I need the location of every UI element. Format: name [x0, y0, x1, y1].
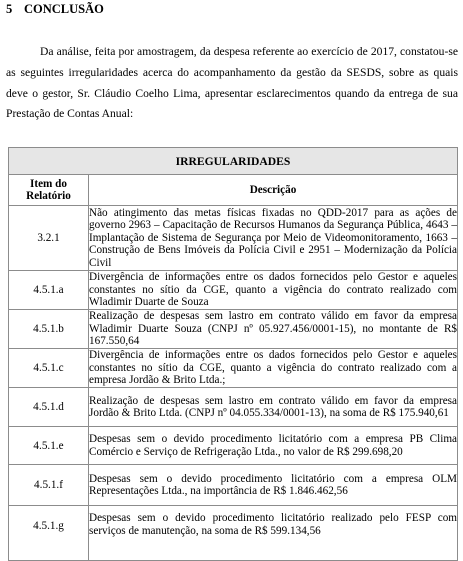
column-header-item: Item do Relatório: [9, 175, 89, 206]
item-number: 3.2.1: [9, 206, 89, 271]
item-number: 4.5.1.c: [9, 349, 89, 388]
table-row: [9, 349, 458, 388]
table-row: [9, 506, 458, 561]
item-description: Não atingimento das metas físicas fixadas no QDD-2017 para as ações de governo 2963 – Capacitação de Recursos Humanos da Segurança Pública, 4643 – Implantação de Sistema de Segurança por Meio de Videomonitoramento, 1663 – Construção de Bens Imóveis da Polícia Civil e 2951 – Modernização da Polícia Civil: [89, 206, 457, 269]
item-number: 4.5.1.f: [9, 465, 89, 506]
item-number: 4.5.1.a: [9, 271, 89, 310]
item-number: 4.5.1.d: [9, 388, 89, 427]
intro-paragraph: Da análise, feita por amostragem, da despesa referente ao exercício de 2017, constatou-se as seguintes irregularidades acerca do acompanhamento da gestão da SESDS, sobre as quais deve o gestor, Sr. Cláudio Coelho Lima, apresentar esclarecimentos quando da entrega de sua Prestação de Contas Anual:: [6, 45, 458, 121]
table-row: [9, 206, 458, 271]
section-title: CONCLUSÃO: [24, 2, 104, 16]
item-number: 4.5.1.e: [9, 427, 89, 465]
table-row: [9, 271, 458, 310]
section-number: 5: [6, 2, 13, 16]
table-title: IRREGULARIDADES: [9, 148, 458, 175]
item-description: Despesas sem o devido procedimento licitatório realizado pelo FESP com serviços de manutenção, na soma de R$ 599.134,56: [89, 506, 458, 561]
item-description: Divergência de informações entre os dados fornecidos pelo Gestor e aqueles constantes no sítio da CGE, quanto a vigência do contrato realizado com a empresa Jordão & Brito Ltda.;: [89, 349, 457, 387]
table-row: [9, 310, 458, 349]
item-description: Realização de despesas sem lastro em contrato válido em favor da empresa Jordão & Brito Ltda. (CNPJ nº 04.055.334/0001-13), na soma de R$ 175.940,61: [89, 388, 458, 427]
item-description: Despesas sem o devido procedimento licitatório com a empresa OLM Representações Ltda., na importância de R$ 1.846.462,56: [89, 465, 458, 506]
item-number: 4.5.1.b: [9, 310, 89, 349]
item-description: Realização de despesas sem lastro em contrato válido em favor da empresa Wladimir Duarte Souza (CNPJ nº 05.927.456/0001-15), no montante de R$ 167.550,64: [89, 310, 457, 348]
table-row: [9, 388, 458, 427]
column-header-description: Descrição: [89, 175, 458, 206]
table-row: [9, 465, 458, 506]
table-row: [9, 427, 458, 465]
irregularities-table: [8, 147, 458, 561]
item-description: Despesas sem o devido procedimento licitatório com a empresa PB Clima Comércio e Serviço de Refrigeração Ltda., no valor de R$ 299.698,20: [89, 427, 458, 465]
item-description: Divergência de informações entre os dados fornecidos pelo Gestor e aqueles constantes no sítio da CGE, quanto a vigência do contrato realizado com Wladimir Duarte de Souza: [89, 271, 457, 309]
item-number: 4.5.1.g: [9, 506, 89, 561]
section-heading: [6, 2, 104, 17]
